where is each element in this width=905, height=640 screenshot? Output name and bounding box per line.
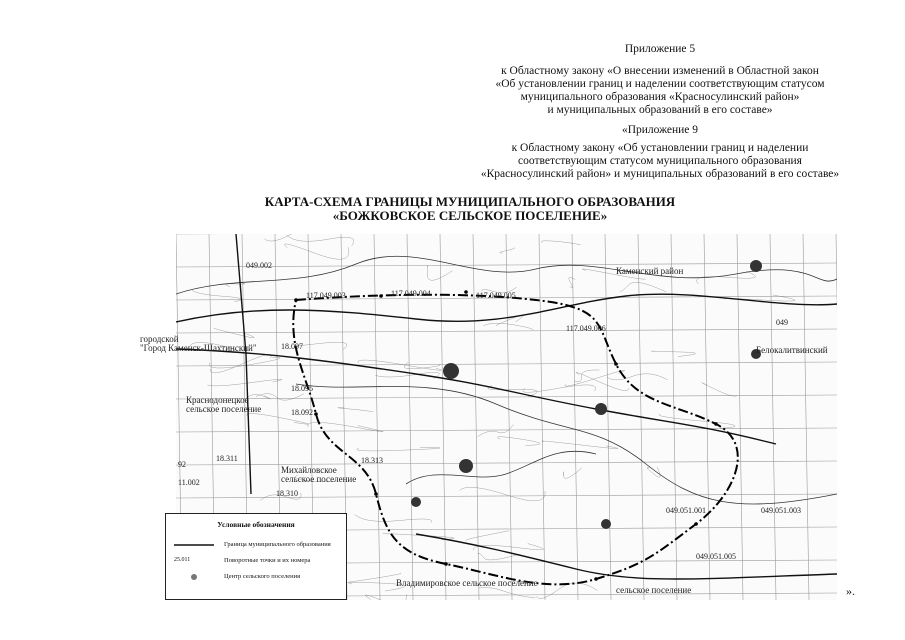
point-label: 18.092 xyxy=(291,408,313,417)
turning-point-sample: 25.011 xyxy=(174,557,191,563)
map-title-line1: КАРТА-СХЕМА ГРАНИЦЫ МУНИЦИПАЛЬНОГО ОБРАЗОВАНИЯ xyxy=(264,194,676,209)
region-label-bottom-right: сельское поселение xyxy=(616,585,692,595)
legend-item-label: Граница муниципального образования xyxy=(224,541,331,548)
point-label: 18.310 xyxy=(276,489,298,498)
point-label: 117.049.005 xyxy=(476,291,516,300)
point-label: 18.097 xyxy=(281,342,303,351)
point-label: 049.002 xyxy=(246,261,272,270)
appendix-header xyxy=(440,43,880,181)
law-line: муниципального образования «Красносулинский район» xyxy=(520,91,800,103)
legend-title: Условные обозначения xyxy=(217,520,295,529)
point-label: 18.313 xyxy=(361,456,383,465)
city-label: городской "Город Каменск-Шахтинский" xyxy=(140,334,257,353)
point-label: 117.049.006 xyxy=(566,324,606,333)
legend-item-label: Центр сельского поселения xyxy=(224,573,301,580)
settlement-center-icon xyxy=(174,572,214,582)
legend-item-center xyxy=(174,572,342,582)
law9-line: к Областному закону «Об установлении границ и наделении xyxy=(511,142,809,154)
closing-quote: ». xyxy=(846,584,855,598)
point-label: 049.051.001 xyxy=(666,506,706,515)
point-label: 18.095 xyxy=(291,384,313,393)
boundary-line-icon xyxy=(174,540,214,550)
appendix-5-label: Приложение 5 xyxy=(624,43,696,55)
region-label-kamensky: Каменский район xyxy=(616,266,684,276)
region-label-krasnodonetskoe: Краснодонецкое сельское поселение xyxy=(186,395,262,414)
region-label-belokalitvinsky: Белокалитвинский xyxy=(756,345,828,355)
law-line: к Областному закону «О внесении изменений в Областной закон xyxy=(501,65,819,77)
point-label: 049.051.005 xyxy=(696,552,736,561)
map-title xyxy=(150,195,790,223)
law9-line: «Красносулинский район» и муниципальных образований в его составе» xyxy=(480,168,840,180)
legend-item-label: Поворотные точки и их номера xyxy=(224,557,311,564)
point-label: 18.311 xyxy=(216,454,238,463)
region-label-vladimirovskoe: Владимировское сельское поселение xyxy=(396,578,538,588)
law9-line: соответствующим статусом муниципального образования xyxy=(518,155,802,167)
point-label: 117.049.003 xyxy=(306,291,346,300)
legend-item-boundary xyxy=(174,540,342,550)
map-legend xyxy=(165,513,347,600)
appendix-9-label: «Приложение 9 xyxy=(621,124,699,136)
point-label: 11.002 xyxy=(178,478,200,487)
point-label: 117.049.004 xyxy=(391,289,431,298)
point-label: 049.051.003 xyxy=(761,506,801,515)
legend-item-points xyxy=(174,556,342,566)
point-label: 049 xyxy=(776,318,788,327)
law-line: и муниципальных образований в его составе» xyxy=(547,104,773,116)
law-line: «Об установлении границ и наделении соответствующим статусом xyxy=(495,78,825,90)
region-label-mikhaylovskoe: Михайловское сельское поселение xyxy=(281,465,357,484)
map-title-line2: «БОЖКОВСКОЕ СЕЛЬСКОЕ ПОСЕЛЕНИЕ» xyxy=(332,208,608,223)
point-label: 92 xyxy=(178,460,186,469)
